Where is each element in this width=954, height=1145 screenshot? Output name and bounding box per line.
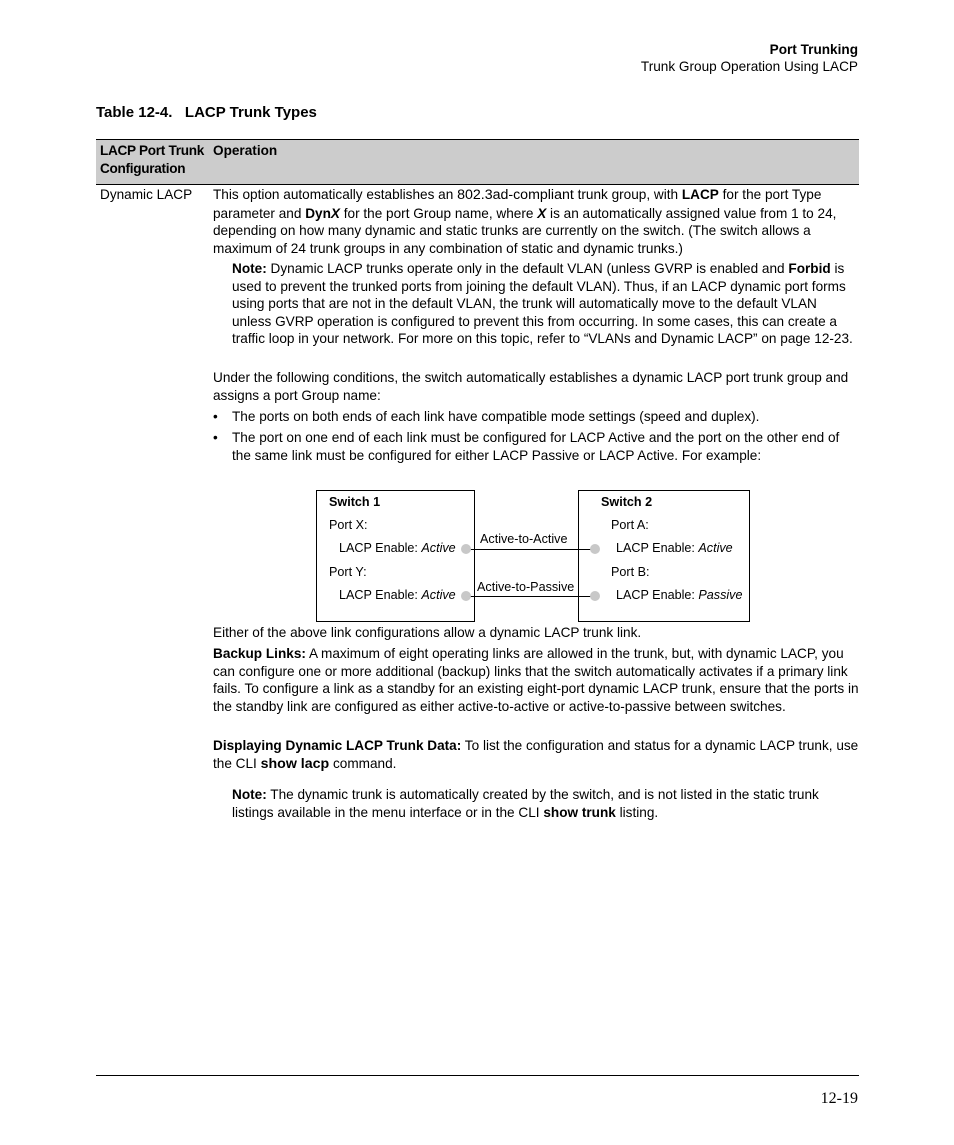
- switch2-port-a: Port A:: [611, 518, 649, 532]
- link-active-to-active: [466, 549, 596, 550]
- table-header-rule: [96, 184, 859, 185]
- row-label-dynamic-lacp: Dynamic LACP: [100, 187, 193, 202]
- paragraph-intro: This option automatically establishes an 802.3ad-compliant trunk group, with LACP for the port Type parameter and DynX for the port Group name, where X is an automatically assigned value from 1 to 24, depending on how many dynamic and static trunks are currently on the switch. (The switch allows a maximum of 24 trunk groups in any combination of static and dynamic trunks.): [213, 187, 837, 256]
- port-y-dot-icon: [461, 591, 471, 601]
- note-vlan: Note: Dynamic LACP trunks operate only in the default VLAN (unless GVRP is enabled and Forbid is used to prevent the trunked ports from joining the default VLAN). Thus, if an LACP dynamic port forms using ports that are not in the default VLAN, the trunk will automatically move to the default VLAN unless GVRP operation is configured to prevent this from occurring. In some cases, this can create a traffic loop in your network. For more on this topic, refer to “VLANs and Dynamic LACP” on page 12-23.: [232, 261, 853, 346]
- paragraph-backup-links: Backup Links: A maximum of eight operating links are allowed in the trunk, but, with dynamic LACP, you can configure one or more additional (backup) links that the switch automatically activates if a primary link fails. To configure a link as a standby for an existing eight-port dynamic LACP trunk, ensure that the ports in the standby link are configured as either active-to-active or active-to-passive between switches.: [213, 646, 859, 714]
- section-title: Trunk Group Operation Using LACP: [640, 59, 858, 74]
- switch2-port-b-lacp: LACP Enable: Passive: [616, 588, 743, 602]
- switch1-title: Switch 1: [329, 495, 381, 509]
- switch1-port-y-lacp: LACP Enable: Active: [339, 588, 456, 602]
- link-active-to-active-label: Active-to-Active: [480, 532, 568, 546]
- paragraph-conditions: Under the following conditions, the switch automatically establishes a dynamic LACP port trunk group and assigns a port Group name:: [213, 370, 849, 403]
- column-header-configuration: LACP Port Trunk Configuration: [100, 143, 205, 176]
- switch2-title: Switch 2: [601, 495, 653, 509]
- switch2-port-b: Port B:: [611, 565, 650, 579]
- table-caption: Table 12-4. LACP Trunk Types: [96, 104, 317, 121]
- paragraph-either-config: Either of the above link configurations allow a dynamic LACP trunk link.: [213, 625, 642, 640]
- bullet-marker: •: [213, 430, 218, 445]
- column-header-operation: Operation: [213, 143, 278, 158]
- chapter-title: Port Trunking: [769, 42, 858, 57]
- paragraph-displaying-data: Displaying Dynamic LACP Trunk Data: To list the configuration and status for a dynamic LACP trunk, use the CLI show lacp command.: [213, 738, 859, 772]
- bullet-compatible-mode: The ports on both ends of each link have compatible mode settings (speed and duplex).: [232, 409, 760, 424]
- link-active-to-passive: [466, 596, 596, 597]
- bullet-marker: •: [213, 409, 218, 424]
- switch2-port-a-lacp: LACP Enable: Active: [616, 541, 733, 555]
- port-a-dot-icon: [590, 544, 600, 554]
- switch1-port-y: Port Y:: [329, 565, 367, 579]
- port-x-dot-icon: [461, 544, 471, 554]
- bullet-lacp-active: The port on one end of each link must be configured for LACP Active and the port on the other end of the same link must be configured for either LACP Passive or LACP Active. For example:: [232, 430, 840, 463]
- page-number: 12-19: [820, 1090, 858, 1107]
- port-b-dot-icon: [590, 591, 600, 601]
- switch1-port-x-lacp: LACP Enable: Active: [339, 541, 456, 555]
- footer-rule: [96, 1075, 859, 1076]
- switch1-port-x: Port X:: [329, 518, 368, 532]
- note-static-trunk: Note: The dynamic trunk is automatically created by the switch, and is not listed in the static trunk listings available in the menu interface or in the CLI show trunk listing.: [232, 787, 819, 820]
- link-active-to-passive-label: Active-to-Passive: [477, 580, 575, 594]
